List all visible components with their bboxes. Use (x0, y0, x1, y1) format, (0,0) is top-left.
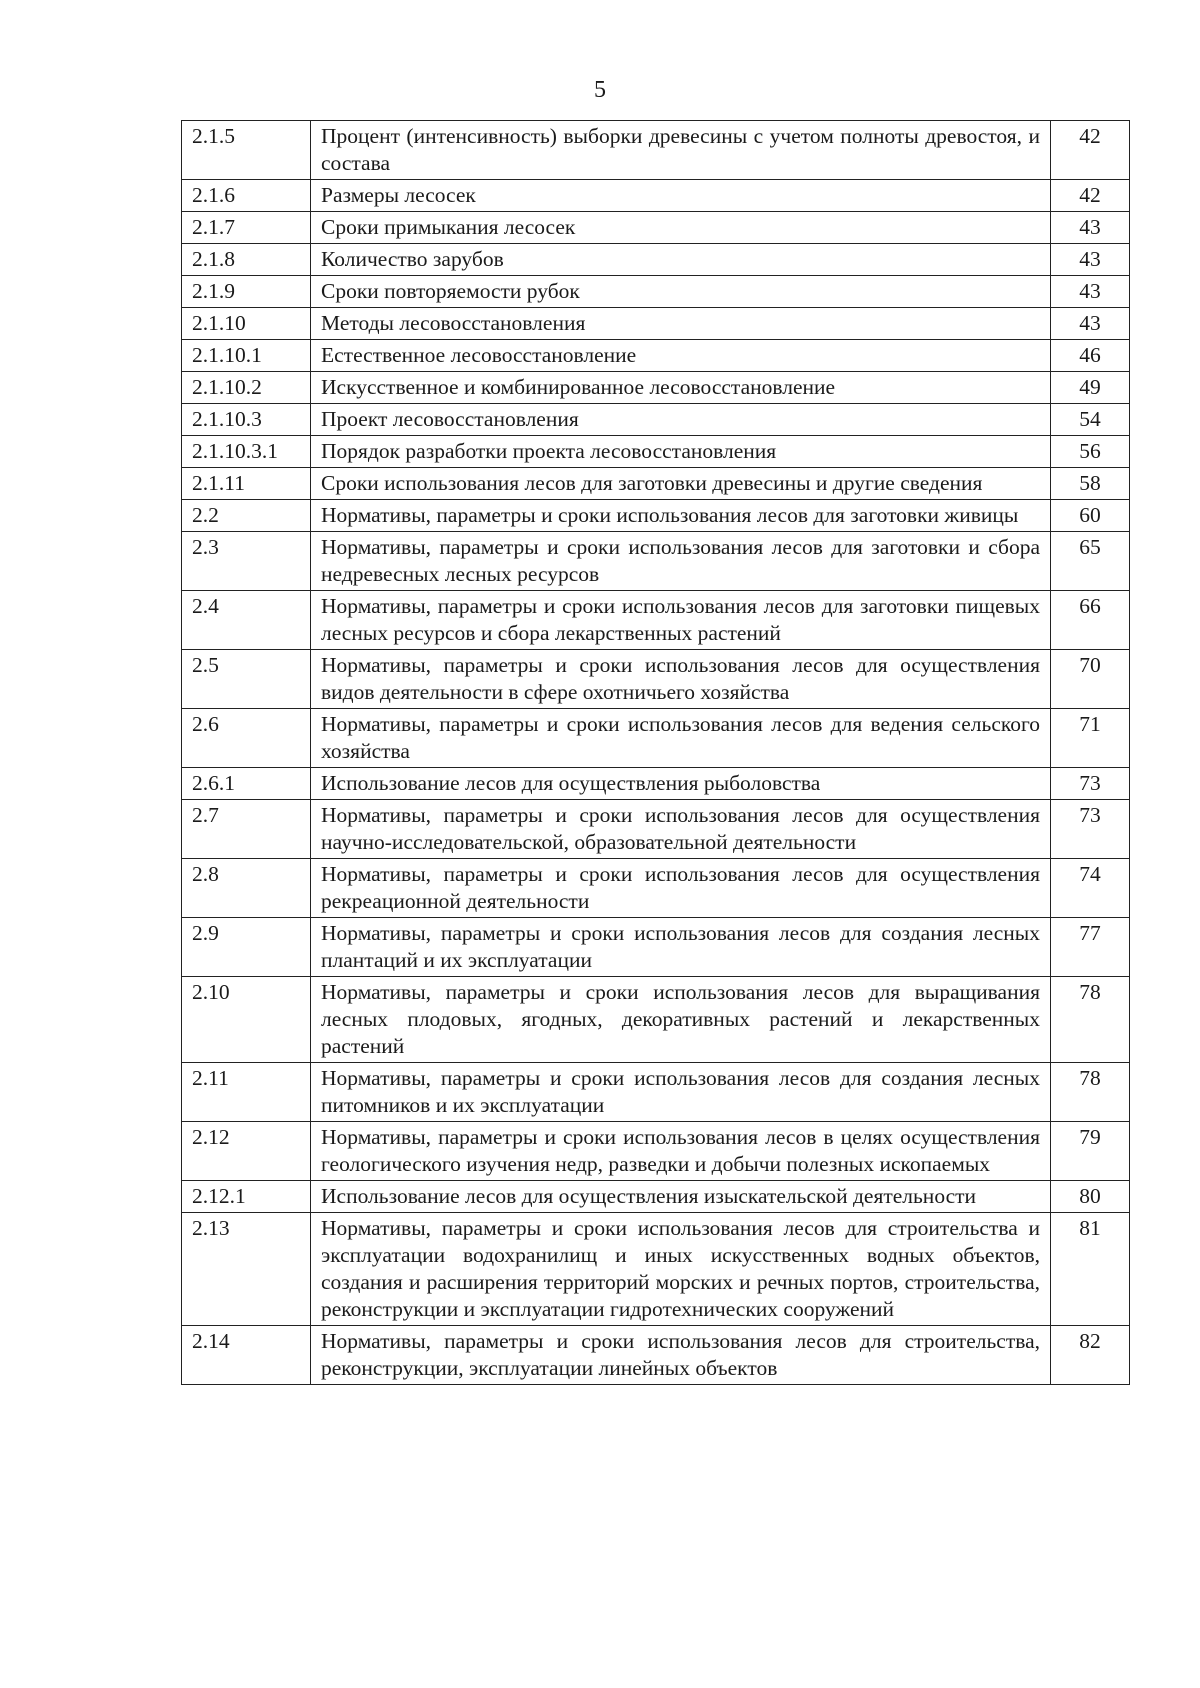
table-row (182, 244, 1130, 276)
page-ref: 82 (1051, 1326, 1130, 1385)
page-ref: 49 (1051, 372, 1130, 404)
page-ref: 73 (1051, 800, 1130, 859)
table-row (182, 859, 1130, 918)
section-title: Сроки повторяемости рубок (311, 276, 1051, 308)
page-ref: 81 (1051, 1213, 1130, 1326)
section-title: Нормативы, параметры и сроки использования лесов для осуществления видов деятельности в сфере охотничьего хозяйства (311, 650, 1051, 709)
page-ref: 43 (1051, 276, 1130, 308)
table-row (182, 1181, 1130, 1213)
table-row (182, 372, 1130, 404)
toc-body (182, 121, 1130, 1385)
table-row (182, 212, 1130, 244)
page-ref: 43 (1051, 212, 1130, 244)
section-number: 2.1.7 (182, 212, 311, 244)
page-ref: 80 (1051, 1181, 1130, 1213)
section-number: 2.1.10.3 (182, 404, 311, 436)
table-row (182, 436, 1130, 468)
section-number: 2.8 (182, 859, 311, 918)
section-number: 2.11 (182, 1063, 311, 1122)
page-ref: 79 (1051, 1122, 1130, 1181)
page-ref: 60 (1051, 500, 1130, 532)
section-number: 2.12.1 (182, 1181, 311, 1213)
page-ref: 78 (1051, 1063, 1130, 1122)
table-row (182, 340, 1130, 372)
section-title: Нормативы, параметры и сроки использования лесов для создания лесных питомников и их эксплуатации (311, 1063, 1051, 1122)
section-title: Сроки примыкания лесосек (311, 212, 1051, 244)
page-ref: 71 (1051, 709, 1130, 768)
section-number: 2.12 (182, 1122, 311, 1181)
page-ref: 43 (1051, 308, 1130, 340)
section-title: Порядок разработки проекта лесовосстановления (311, 436, 1051, 468)
section-title: Нормативы, параметры и сроки использования лесов для выращивания лесных плодовых, ягодных, декоративных растений и лекарственных растений (311, 977, 1051, 1063)
section-number: 2.5 (182, 650, 311, 709)
page-ref: 77 (1051, 918, 1130, 977)
table-row (182, 918, 1130, 977)
page-ref: 58 (1051, 468, 1130, 500)
table-row (182, 468, 1130, 500)
section-number: 2.1.9 (182, 276, 311, 308)
section-number: 2.6 (182, 709, 311, 768)
page-ref: 73 (1051, 768, 1130, 800)
section-title: Использование лесов для осуществления рыболовства (311, 768, 1051, 800)
table-row (182, 308, 1130, 340)
page-ref: 54 (1051, 404, 1130, 436)
table-row (182, 709, 1130, 768)
section-title: Нормативы, параметры и сроки использования лесов для заготовки пищевых лесных ресурсов и сбора лекарственных растений (311, 591, 1051, 650)
page-ref: 42 (1051, 180, 1130, 212)
section-number: 2.13 (182, 1213, 311, 1326)
section-title: Нормативы, параметры и сроки использования лесов для строительства и эксплуатации водохранилищ и иных искусственных водных объектов, создания и расширения территорий морских и речных портов, строительства, реконструкции и эксплуатации гидротехнических сооружений (311, 1213, 1051, 1326)
table-row (182, 650, 1130, 709)
section-number: 2.3 (182, 532, 311, 591)
table-row (182, 977, 1130, 1063)
page-ref: 46 (1051, 340, 1130, 372)
section-number: 2.1.6 (182, 180, 311, 212)
page-number: 5 (594, 77, 606, 103)
section-number: 2.1.10 (182, 308, 311, 340)
section-title: Количество зарубов (311, 244, 1051, 276)
table-row (182, 121, 1130, 180)
table-row (182, 276, 1130, 308)
table-row (182, 591, 1130, 650)
table-row (182, 404, 1130, 436)
table-row (182, 532, 1130, 591)
section-number: 2.9 (182, 918, 311, 977)
section-title: Размеры лесосек (311, 180, 1051, 212)
section-title: Проект лесовосстановления (311, 404, 1051, 436)
table-row (182, 800, 1130, 859)
section-number: 2.10 (182, 977, 311, 1063)
section-number: 2.1.10.3.1 (182, 436, 311, 468)
page-ref: 66 (1051, 591, 1130, 650)
section-title: Естественное лесовосстановление (311, 340, 1051, 372)
section-number: 2.1.11 (182, 468, 311, 500)
page-ref: 70 (1051, 650, 1130, 709)
section-title: Нормативы, параметры и сроки использования лесов в целях осуществления геологического изучения недр, разведки и добычи полезных ископаемых (311, 1122, 1051, 1181)
section-title: Сроки использования лесов для заготовки древесины и другие сведения (311, 468, 1051, 500)
section-number: 2.6.1 (182, 768, 311, 800)
page-ref: 78 (1051, 977, 1130, 1063)
section-number: 2.4 (182, 591, 311, 650)
table-row (182, 768, 1130, 800)
page-ref: 74 (1051, 859, 1130, 918)
toc-table (181, 120, 1130, 1385)
section-title: Нормативы, параметры и сроки использования лесов для строительства, реконструкции, эксплуатации линейных объектов (311, 1326, 1051, 1385)
section-number: 2.2 (182, 500, 311, 532)
page-ref: 43 (1051, 244, 1130, 276)
section-title: Нормативы, параметры и сроки использования лесов для осуществления рекреационной деятельности (311, 859, 1051, 918)
section-number: 2.7 (182, 800, 311, 859)
table-row (182, 1326, 1130, 1385)
page-ref: 56 (1051, 436, 1130, 468)
section-title: Искусственное и комбинированное лесовосстановление (311, 372, 1051, 404)
section-number: 2.1.8 (182, 244, 311, 276)
section-title: Нормативы, параметры и сроки использования лесов для ведения сельского хозяйства (311, 709, 1051, 768)
section-number: 2.14 (182, 1326, 311, 1385)
section-title: Процент (интенсивность) выборки древесины с учетом полноты древостоя, и состава (311, 121, 1051, 180)
table-row (182, 1122, 1130, 1181)
section-number: 2.1.5 (182, 121, 311, 180)
section-title: Нормативы, параметры и сроки использования лесов для заготовки и сбора недревесных лесных ресурсов (311, 532, 1051, 591)
section-title: Нормативы, параметры и сроки использования лесов для осуществления научно-исследовательской, образовательной деятельности (311, 800, 1051, 859)
page-ref: 65 (1051, 532, 1130, 591)
table-row (182, 500, 1130, 532)
section-title: Нормативы, параметры и сроки использования лесов для заготовки живицы (311, 500, 1051, 532)
table-row (182, 180, 1130, 212)
section-title: Нормативы, параметры и сроки использования лесов для создания лесных плантаций и их эксплуатации (311, 918, 1051, 977)
page-ref: 42 (1051, 121, 1130, 180)
table-row (182, 1063, 1130, 1122)
section-number: 2.1.10.2 (182, 372, 311, 404)
table-row (182, 1213, 1130, 1326)
section-number: 2.1.10.1 (182, 340, 311, 372)
section-title: Методы лесовосстановления (311, 308, 1051, 340)
section-title: Использование лесов для осуществления изыскательской деятельности (311, 1181, 1051, 1213)
